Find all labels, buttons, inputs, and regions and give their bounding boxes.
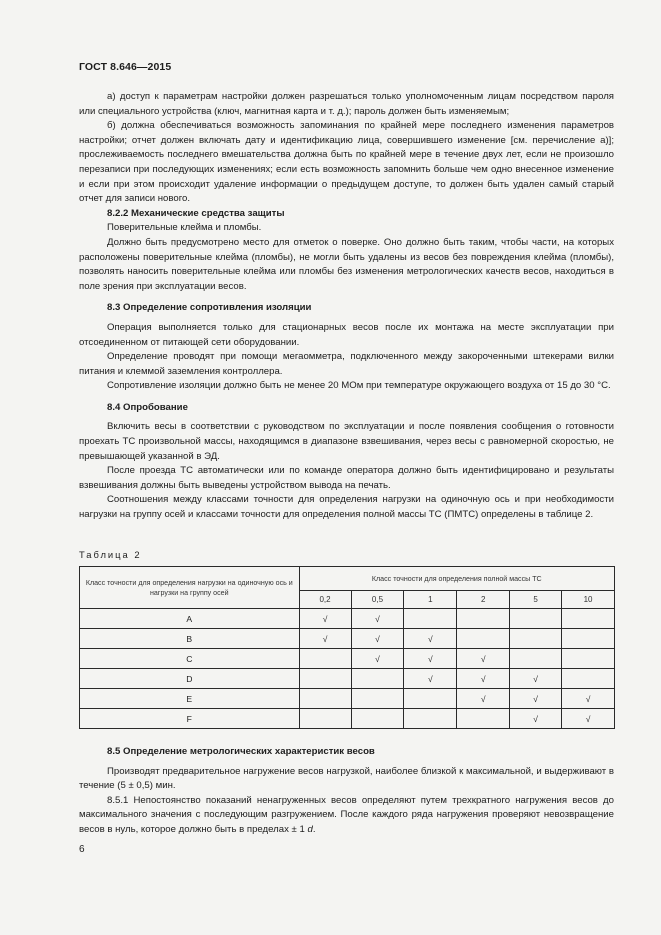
document-header: ГОСТ 8.646—2015 (79, 61, 172, 73)
page-number: 6 (79, 844, 85, 855)
table-row (80, 629, 615, 649)
table-cell: √ (457, 649, 510, 669)
table-cell: √ (299, 629, 351, 649)
row-label: D (80, 669, 300, 689)
section-heading-8-4: 8.4 Опробование (107, 401, 188, 413)
paragraph-access-b: б) должна обеспечиваться возможность запоминания по крайней мере последнего изменения параметров настройки; отчет должен включать дату и идентификацию лица, совершившего изменение [см. перечисление а)]; прослеживаемость последнего вмешательства должна быть по крайней мере в течение двух лет, если не произошло перезаписи при последующих изменениях; если есть возможность запомнить больше чем одно внесенное изменение и если при этом происходит удаление информации о предыдущем доступе, то должен быть удален самый старый отчет для записи нового. (79, 120, 614, 205)
paragraph-after-pass: После проезда ТС автоматически или по команде оператора должно быть идентифицировано и результаты взвешивания должны быть выведены устройством вывода на печать. (79, 465, 614, 491)
table-cell: √ (457, 669, 510, 689)
paragraph-zero-return (79, 794, 614, 838)
table-cell: √ (404, 669, 457, 689)
table-cell: √ (510, 689, 562, 709)
table-cell (404, 609, 457, 629)
column-header: 5 (510, 591, 562, 609)
table-row (80, 689, 615, 709)
paragraph-insulation-operation: Операция выполняется только для стационарных весов после их монтажа на месте эксплуатации при отсоединенном от питающей сети оборудовании. (79, 321, 614, 348)
table-cell: √ (510, 669, 562, 689)
table-cell (510, 609, 562, 629)
table-row (80, 709, 615, 729)
table-cell (299, 709, 351, 729)
column-header: 2 (457, 591, 510, 609)
table-col-group-header: Класс точности для определения полной массы ТС (299, 567, 614, 591)
table-cell: √ (510, 709, 562, 729)
table-cell: √ (457, 689, 510, 709)
section-heading-8-3: 8.3 Определение сопротивления изоляции (107, 302, 312, 314)
table-cell: √ (562, 709, 615, 729)
paragraph-zero-return-text: 8.5.1 Непостоянство показаний ненагруженных весов определяют путем трехкратного нагружения весов до максимального значения с последующим разгружением. После каждого ряда нагружения проверяют невозвращение весов в нуль, которое должно быть в пределах ± 1 (79, 794, 614, 835)
accuracy-class-table (79, 566, 615, 729)
column-header: 10 (562, 591, 615, 609)
table-cell (404, 709, 457, 729)
table-cell (351, 709, 404, 729)
table-caption: Таблица 2 (79, 549, 142, 560)
section-heading-8-2-2: 8.2.2 Механические средства защиты (107, 207, 285, 219)
paragraph-switch-on: Включить весы в соответствии с руководством по эксплуатации и после появления сообщения о готовности проехать ТС произвольной массы, находящимся в диапазоне взвешивания, через весы с равномерной скоростью, не превышающей указанной в ЭД. (79, 421, 614, 462)
paragraph-verification-marks: Должно быть предусмотрено место для отметок о поверке. Оно должно быть таким, чтобы части, на которых расположены поверительные клейма (пломбы), не могли быть удалены из весов без повреждения клейма (пломбы), позволять наносить поверительные клейма или пломбы без изменения метрологических качеств весов, находиться в поле зрения при эксплуатации весов. (79, 236, 614, 292)
table-cell (299, 669, 351, 689)
table-cell: √ (351, 629, 404, 649)
paragraph-resistance-limit: Сопротивление изоляции должно быть не менее 20 МОм при температуре окружающего воздуха от 15 до 30 °С. (107, 380, 611, 392)
table-cell (562, 609, 615, 629)
row-label: C (80, 649, 300, 669)
sentence-end: . (312, 823, 316, 835)
table-cell (351, 689, 404, 709)
table-cell (510, 629, 562, 649)
body-text-top (79, 90, 614, 523)
paragraph-megohmmeter: Определение проводят при помощи мегаомметра, подключенного между закороченными штекерами вилки питания и клеммой заземления контроллера. (79, 351, 614, 377)
paragraph-class-relation: Соотношения между классами точности для определения нагрузки на одиночную ось и при необходимости нагрузки на группу осей и классами точности для определения полной массы ТС (ПМТС) определены в таблице 2. (79, 494, 614, 521)
table-cell (562, 649, 615, 669)
table-cell (404, 689, 457, 709)
column-header: 1 (404, 591, 457, 609)
table-row (80, 669, 615, 689)
row-label: B (80, 629, 300, 649)
table-cell (457, 629, 510, 649)
scale-interval-symbol: d (307, 823, 313, 835)
table-row-header: Класс точности для определения нагрузки на одиночную ось и нагрузки на группу осей (80, 567, 300, 609)
table-cell (457, 709, 510, 729)
paragraph-seals: Поверительные клейма и пломбы. (107, 222, 262, 234)
row-label: F (80, 709, 300, 729)
section-heading-8-5: 8.5 Определение метрологических характеристик весов (107, 746, 375, 757)
table-cell: √ (299, 609, 351, 629)
table-cell (351, 669, 404, 689)
table-cell: √ (351, 609, 404, 629)
column-header: 0,5 (351, 591, 404, 609)
row-label: A (80, 609, 300, 629)
table-cell (562, 669, 615, 689)
table-cell (510, 649, 562, 669)
table-row (80, 649, 615, 669)
body-text-bottom (79, 745, 614, 838)
table-cell: √ (404, 649, 457, 669)
paragraph-preload: Производят предварительное нагружение весов нагрузкой, наиболее близкой к максимальной, и выдерживают в течение (5 ± 0,5) мин. (79, 765, 614, 792)
table-cell: √ (351, 649, 404, 669)
column-header: 0,2 (299, 591, 351, 609)
table-cell (299, 649, 351, 669)
row-label: E (80, 689, 300, 709)
table-cell (299, 689, 351, 709)
table-cell: √ (562, 689, 615, 709)
table-cell (562, 629, 615, 649)
paragraph-access-a: а) доступ к параметрам настройки должен разрешаться только уполномоченным лицам посредством пароля или специального устройства (ключ, магнитная карта и т. д.); пароль должен быть изменяемым; (79, 91, 614, 117)
table-row (80, 609, 615, 629)
table-cell (457, 609, 510, 629)
table-cell: √ (404, 629, 457, 649)
